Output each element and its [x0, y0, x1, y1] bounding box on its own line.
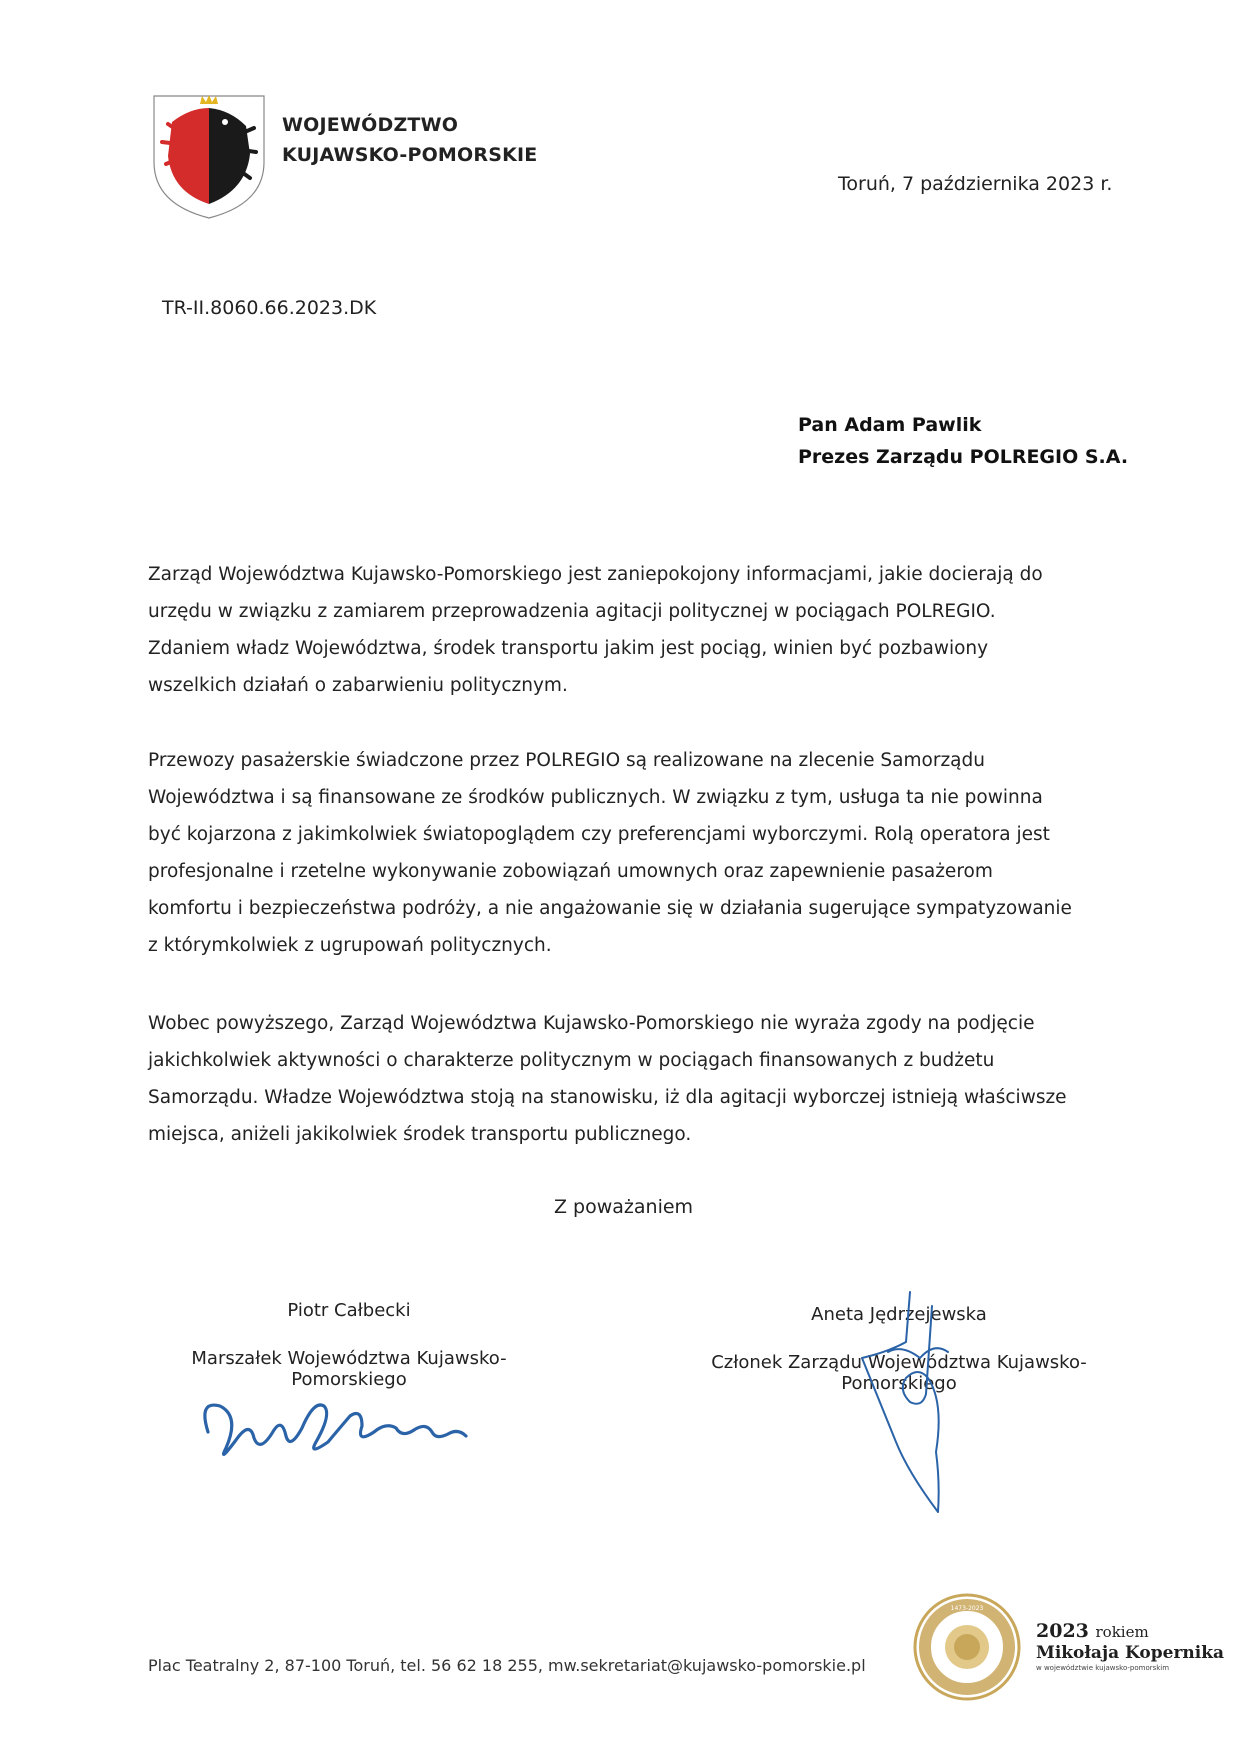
body-paragraph-1: Zarząd Województwa Kujawsko-Pomorskiego jest zaniepokojony informacjami, jakie docierają do urzędu w związku z zamiarem przeprowadzenia agitacji politycznej w pociągach POLREGIO. Zdaniem władz Województwa, środek transportu jakim jest pociąg, winien być pozbawiony wszelkich działań o zabarwieniu politycznym.	[148, 564, 1043, 696]
handwritten-signature-2	[848, 1282, 978, 1522]
signatory-1-title: Marszałek Województwa Kujawsko-Pomorskiego	[191, 1348, 507, 1390]
recipient-name: Pan Adam Pawlik	[798, 414, 982, 436]
place-and-date: Toruń, 7 października 2023 r.	[838, 173, 1113, 195]
body-paragraph-2: Przewozy pasażerskie świadczone przez POLREGIO są realizowane na zlecenie Samorządu Województwa i są finansowane ze środków publicznych. W związku z tym, usługa ta nie powinna być kojarzona z jakimkolwiek światopoglądem czy preferencjami wyborczymi. Rolą operatora jest profesjonalne i rzetelne wykonywanie zobowiązań umownych oraz zapewnienie pasażerom komfortu i bezpieczeństwa podróży, a nie angażowanie się w działania sugerujące sympatyzowanie z którymkolwiek z ugrupowań politycznych.	[148, 750, 1072, 956]
signatory-2-name: Aneta Jędrzejewska	[811, 1304, 987, 1325]
body-paragraph-3: Wobec powyższego, Zarząd Województwa Kujawsko-Pomorskiego nie wyraża zgody na podjęcie jakichkolwiek aktywności o charakterze politycznym w pociągach finansowanych z budżetu Samorządu. Władze Województwa stoją na stanowisku, iż dla agitacji wyborczej istnieją właściwsze miejsca, aniżeli jakikolwiek środek transportu publicznego.	[148, 1013, 1067, 1145]
reference-number: TR-II.8060.66.2023.DK	[162, 297, 377, 319]
organization-line-1: WOJEWÓDZTWO	[282, 114, 459, 136]
signatory-1-name: Piotr Całbecki	[287, 1300, 411, 1321]
jubilee-logo-text	[1036, 1620, 1224, 1673]
jubilee-word: rokiem	[1095, 1623, 1149, 1641]
copernicus-seal-icon	[912, 1592, 1022, 1702]
jubilee-region: w województwie kujawsko-pomorskim	[1036, 1664, 1170, 1672]
organization-line-2: KUJAWSKO-POMORSKIE	[282, 144, 538, 166]
closing-salutation: Z poważaniem	[554, 1196, 694, 1218]
coat-of-arms-icon	[150, 92, 268, 222]
jubilee-year: 2023	[1036, 1620, 1089, 1642]
seal-ring-text: 1473-2023	[950, 1605, 984, 1612]
organization-name	[282, 110, 537, 170]
footer-address: Plac Teatralny 2, 87-100 Toruń, tel. 56 62 18 255, mw.sekretariat@kujawsko-pomorskie.pl	[148, 1656, 866, 1675]
jubilee-name: Mikołaja Kopernika	[1036, 1643, 1225, 1663]
signatory-2-title: Członek Zarządu Województwa Kujawsko-Pomorskiego	[711, 1352, 1087, 1394]
handwritten-signature-1	[190, 1370, 510, 1470]
recipient-position: Prezes Zarządu POLREGIO S.A.	[798, 446, 1129, 468]
recipient-block	[798, 409, 1128, 473]
